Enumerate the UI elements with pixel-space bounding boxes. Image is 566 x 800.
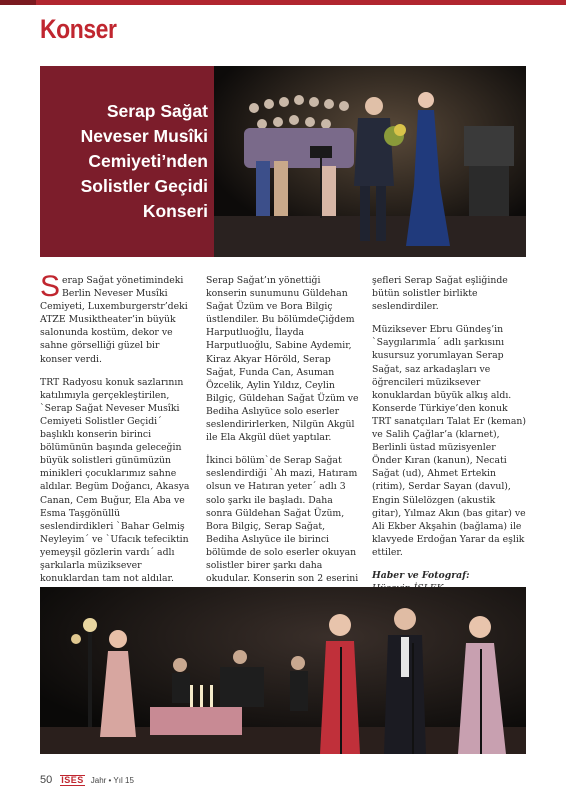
article-title (81, 99, 214, 224)
paragraph (40, 270, 194, 366)
hero-block (40, 66, 526, 257)
magazine-logo: İSES (61, 774, 84, 785)
title-line: Konseri (142, 201, 208, 221)
paragraph: Serap Sağat’ın yönettiği konserin sunumunu Güldehan Sağat Üzüm ve Bora Bilgiç üstlendiler. Bu bölümdeÇiğdem Harputluoğlu, İlayda Harputluoğlu, Sabine Aydemir, Kiraz Akyar Höröld, Serap Sağat, Funda Can, Asuman Özcelik, Aylin Yıldız, Ceylin Bilgiç, Güldehan Sağat Üzüm ve Bediha Aslıyüce solo eserler seslendirirlerken, Nilgün Akgül ile Ela Akgül düet yaptılar. (206, 275, 359, 444)
issue-label: Jahr • Yıl 15 (90, 775, 134, 785)
paragraph: İkinci bölüm`de Serap Sağat seslendirdiği `Ah mazi, Hatıram olsun ve Hatıran yeter´ adlı 3 solo şarkı ile başladı. Daha sonra Güldehan Sağat Üzüm, Bora Bilgiç, Serap Sağat, Bediha Aslıyüce ile birinci bölümde de solo eserler okuyan solistler birer şarkı daha okudular. Konserin son 2 eserini (206, 455, 359, 585)
hero-title-box (40, 66, 214, 257)
credit-label: Haber ve Fotograf: (372, 569, 470, 581)
article-column-3 (372, 274, 526, 595)
top-accent-bar (0, 0, 566, 5)
title-line: Cemiyeti’nden (88, 151, 208, 171)
article-body (40, 270, 526, 585)
section-title: Konser (40, 14, 117, 44)
dropcap: S (40, 270, 61, 303)
bottom-photo (40, 587, 526, 754)
title-line: Serap Sağat (106, 101, 208, 121)
article-column-2 (206, 274, 360, 595)
paragraph-text: erap Sağat yönetimindeki Berlin Neveser Musîki Cemiyeti, Luxemburgerstr’deki ATZE Musiktheater’in büyük salonunda kostüm, dekor ve sahne görselliği güzel bir konser verdi. (40, 275, 188, 365)
page-number: 50 (40, 774, 53, 786)
hero-photo (214, 66, 526, 257)
paragraph: şefleri Serap Sağat eşliğinde bütün solistler birlikte seslendirdiler. (372, 275, 508, 313)
page-footer (40, 773, 134, 787)
article-column-1 (40, 270, 194, 595)
title-line: Neveser Musîki (80, 126, 208, 146)
title-line: Solistler Geçidi (80, 176, 208, 196)
paragraph: TRT Radyosu konuk sazlarının katılımıyla gerçekleştirilen, `Serap Sağat Neveser Musîki Cemiyeti Solistler Geçidi´ başlıklı konserin birinci bölümünün başında geleceğin büyük solistleri günümüzün minikleri çocuklarımız sahne aldılar. Begüm Doğancı, Akasya Canan, Cem Buğur, Ela Aba ve Esma Taşgönüllü seslendirdikleri `Bahar Gelmiş Neyleyim´ ve `Ufacık tefeciktin yemeyşil gözlerin vardı´ adlı şarkılarla müziksever konuklardan tam not aldılar. (40, 376, 190, 585)
paragraph: Müziksever Ebru Gündeş’in `Saygılarımla´ adlı şarkısını kusursuz yorumlayan Serap Sağat, saz arkadaşları ve öğrencileri müziksever konuklardan büyük alkış aldı. Konserde Türkiye’den konuk TRT sanatçıları Talat Er (keman) ve Salih Çağlar’a (klarnet), Berlinli üstad müzisyenler Önder Kıran (kanun), Necati Sağat (ud), Ahmet Ertekin (ritim), Serdar Sayan (davul), Engin Sülelözgen (akustik gitar), Yılmaz Akın (bas gitar) ve Ali Ekber Akşahin (bağlama) ile klavyede Erdoğan Yarar da eşlik ettiler. (372, 324, 526, 558)
